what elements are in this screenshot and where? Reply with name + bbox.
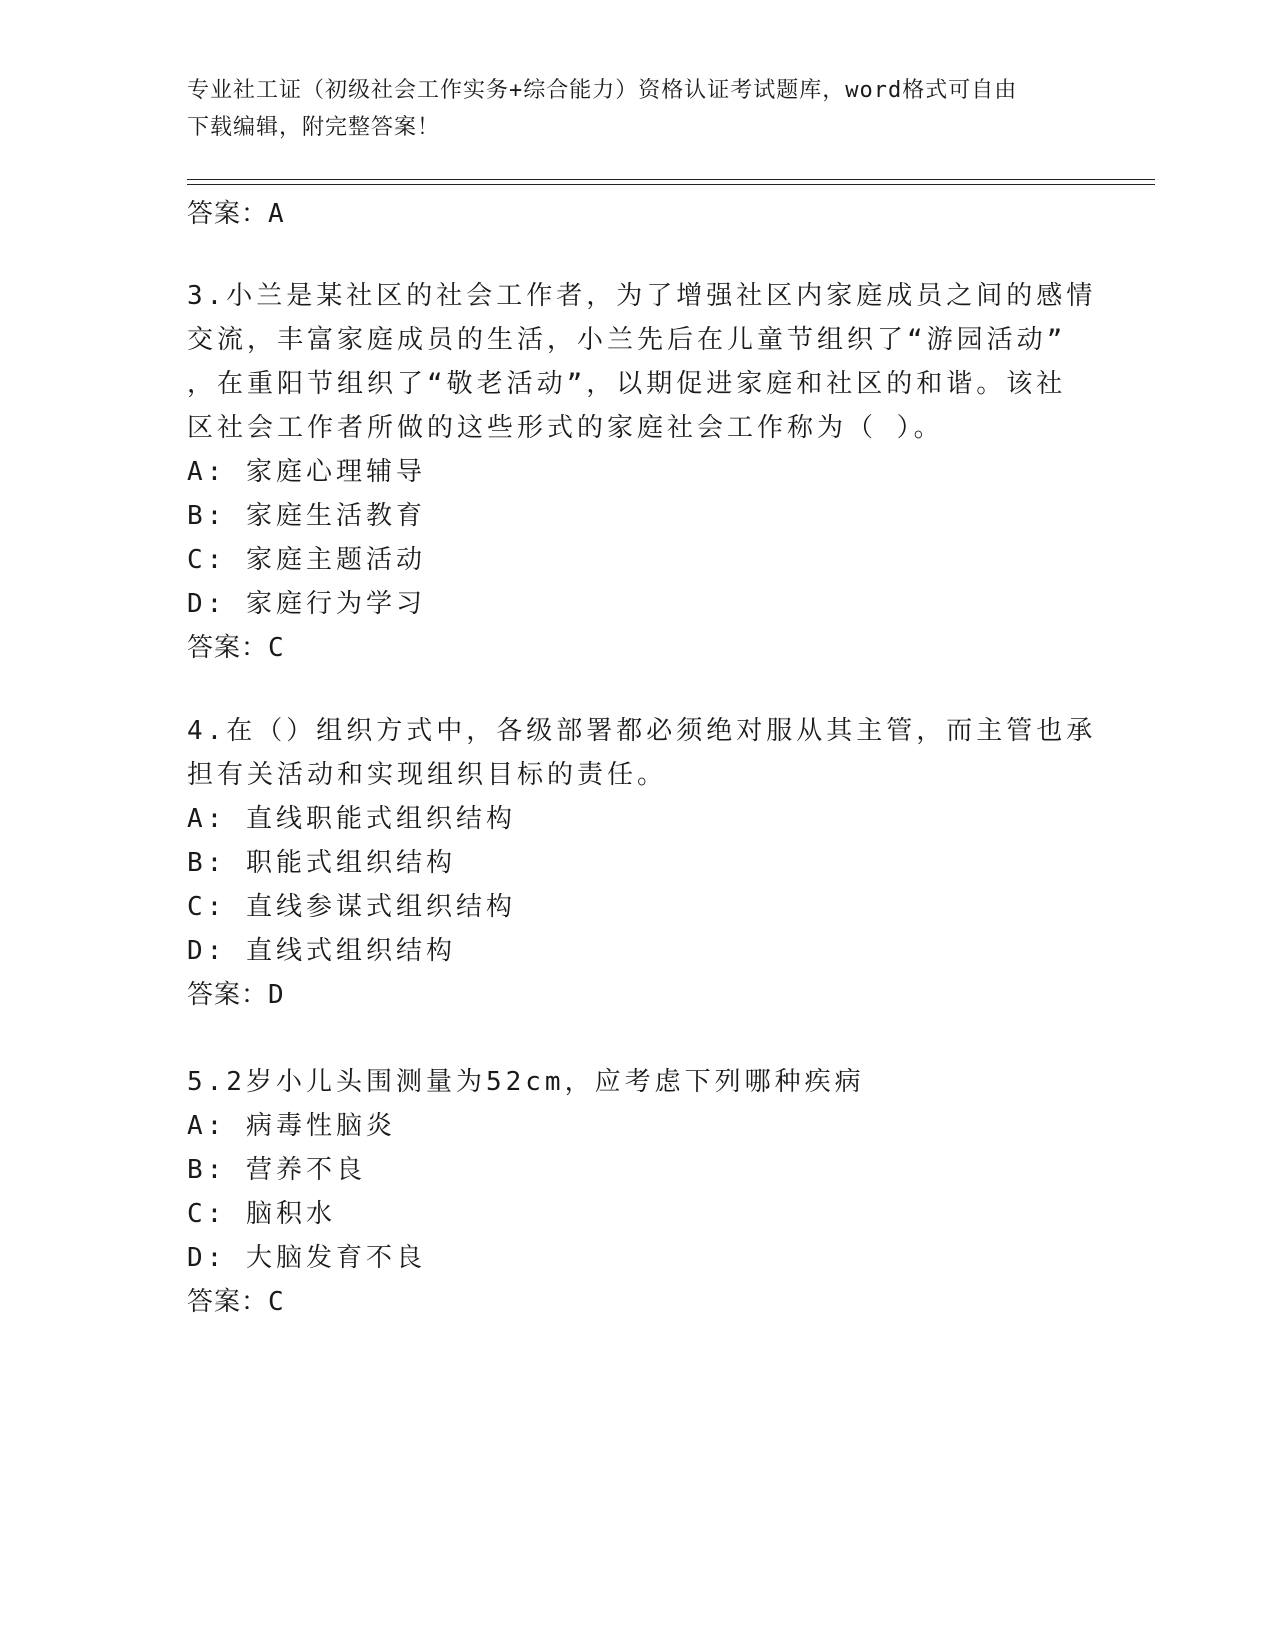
- q3-stem-line-2: 交流，丰富家庭成员的生活，小兰先后在儿童节组织了“游园活动”: [187, 325, 1067, 355]
- q4-stem-line-1: 4.在（）组织方式中，各级部署都必须绝对服从其主管，而主管也承: [187, 716, 1097, 746]
- q5-option-a: A: 病毒性脑炎: [187, 1111, 396, 1141]
- document-header: [187, 72, 1087, 146]
- q3-option-b: B: 家庭生活教育: [187, 501, 426, 531]
- q5-option-c: C: 脑积水: [187, 1199, 336, 1229]
- q5-stem-line-1: 5.2岁小儿头围测量为52cm，应考虑下列哪种疾病: [187, 1067, 865, 1097]
- q3-stem-line-1: 3.小兰是某社区的社会工作者，为了增强社区内家庭成员之间的感情: [187, 281, 1097, 311]
- q3-stem-line-4: 区社会工作者所做的这些形式的家庭社会工作称为（ ）。: [187, 413, 944, 443]
- q5-option-b: B: 营养不良: [187, 1155, 366, 1185]
- q3-stem-line-3: ，在重阳节组织了“敬老活动”，以期促进家庭和社区的和谐。该社: [187, 369, 1067, 399]
- q4-option-a: A: 直线职能式组织结构: [187, 804, 516, 834]
- q4-option-d: D: 直线式组织结构: [187, 936, 456, 966]
- q3-answer: 答案：C: [187, 633, 285, 663]
- q4-answer: 答案：D: [187, 980, 285, 1010]
- q3-option-d: D: 家庭行为学习: [187, 589, 426, 619]
- header-line-1: 专业社工证（初级社会工作实务+综合能力）资格认证考试题库，word格式可自由: [187, 78, 1018, 103]
- q5-option-d: D: 大脑发育不良: [187, 1243, 426, 1273]
- header-rule-top: [187, 179, 1155, 180]
- header-rule-bottom: [187, 184, 1155, 185]
- q3-option-c: C: 家庭主题活动: [187, 545, 426, 575]
- q4-option-b: B: 职能式组织结构: [187, 848, 456, 878]
- q5-answer: 答案：C: [187, 1287, 285, 1317]
- q2-answer: 答案：A: [187, 199, 285, 229]
- q4-option-c: C: 直线参谋式组织结构: [187, 892, 516, 922]
- q4-stem-line-2: 担有关活动和实现组织目标的责任。: [187, 760, 668, 790]
- q3-option-a: A: 家庭心理辅导: [187, 457, 426, 487]
- header-line-2: 下载编辑，附完整答案！: [187, 115, 441, 140]
